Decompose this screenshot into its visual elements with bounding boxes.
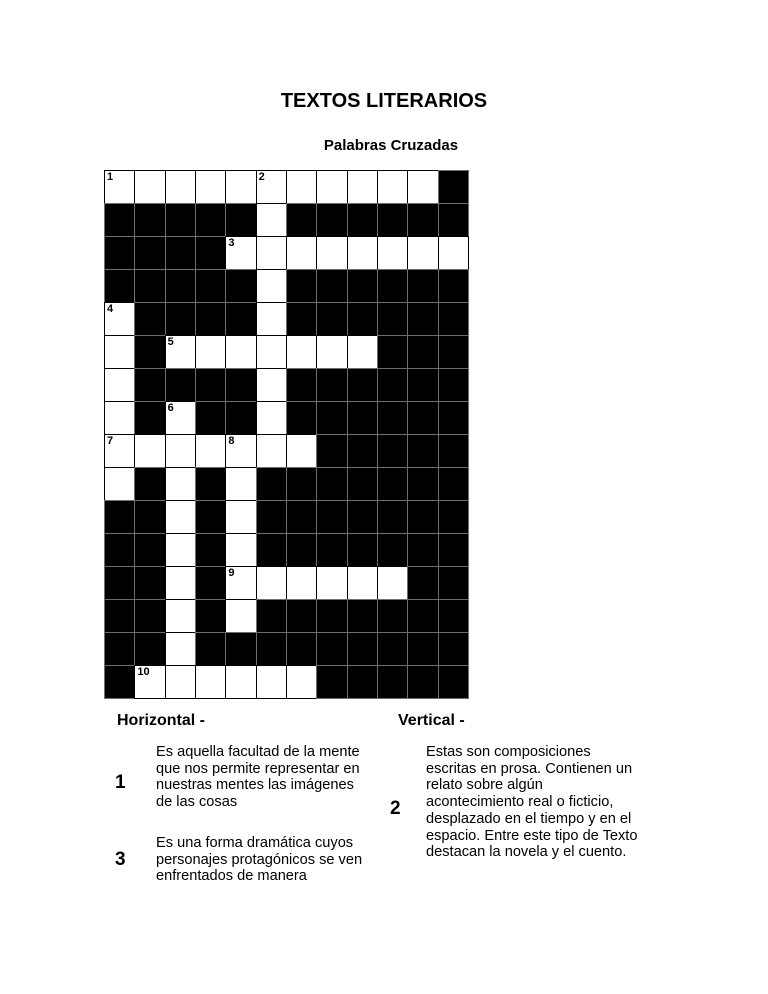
blocked-cell xyxy=(316,203,347,237)
answer-cell[interactable] xyxy=(165,566,196,600)
blocked-cell xyxy=(134,401,165,435)
answer-cell[interactable] xyxy=(104,368,135,402)
blocked-cell xyxy=(407,500,438,534)
blocked-cell xyxy=(104,599,135,633)
answer-cell[interactable] xyxy=(165,533,196,567)
clue-line: de las cosas xyxy=(156,794,238,811)
blocked-cell xyxy=(438,269,469,303)
answer-cell[interactable] xyxy=(195,665,226,699)
blocked-cell xyxy=(407,665,438,699)
blocked-cell xyxy=(438,467,469,501)
clue-line: personajes protagónicos se ven xyxy=(156,851,363,868)
blocked-cell xyxy=(347,203,378,237)
blocked-cell xyxy=(407,368,438,402)
blocked-cell xyxy=(316,632,347,666)
blocked-cell xyxy=(195,368,226,402)
blocked-cell xyxy=(316,269,347,303)
blocked-cell xyxy=(134,203,165,237)
blocked-cell xyxy=(286,632,317,666)
blocked-cell xyxy=(134,302,165,336)
answer-cell[interactable] xyxy=(134,434,165,468)
blocked-cell xyxy=(438,302,469,336)
answer-cell[interactable] xyxy=(377,566,408,600)
blocked-cell xyxy=(256,599,287,633)
answer-cell[interactable] xyxy=(165,599,196,633)
clue-start-number: 8 xyxy=(228,435,235,447)
answer-cell[interactable] xyxy=(316,566,347,600)
blocked-cell xyxy=(316,401,347,435)
blocked-cell xyxy=(104,566,135,600)
blocked-cell xyxy=(316,500,347,534)
blocked-cell xyxy=(165,203,196,237)
blocked-cell xyxy=(316,302,347,336)
answer-cell[interactable] xyxy=(165,665,196,699)
blocked-cell xyxy=(225,203,256,237)
blocked-cell xyxy=(286,302,317,336)
answer-cell[interactable] xyxy=(347,566,378,600)
blocked-cell xyxy=(377,599,408,633)
blocked-cell xyxy=(407,434,438,468)
clue-start-number: 3 xyxy=(228,237,235,249)
blocked-cell xyxy=(225,368,256,402)
clue-text-v2 xyxy=(426,744,637,861)
answer-cell[interactable] xyxy=(104,335,135,369)
blocked-cell xyxy=(377,269,408,303)
answer-cell[interactable] xyxy=(286,335,317,369)
blocked-cell xyxy=(225,632,256,666)
answer-cell[interactable] xyxy=(225,467,256,501)
answer-cell[interactable] xyxy=(225,335,256,369)
blocked-cell xyxy=(377,632,408,666)
answer-cell[interactable] xyxy=(225,170,256,204)
answer-cell[interactable] xyxy=(225,533,256,567)
answer-cell[interactable] xyxy=(407,236,438,270)
answer-cell[interactable] xyxy=(104,401,135,435)
blocked-cell xyxy=(407,599,438,633)
answer-cell[interactable] xyxy=(195,170,226,204)
answer-cell[interactable] xyxy=(286,170,317,204)
blocked-cell xyxy=(438,203,469,237)
blocked-cell xyxy=(195,632,226,666)
blocked-cell xyxy=(256,500,287,534)
answer-cell[interactable] xyxy=(225,566,256,600)
blocked-cell xyxy=(286,500,317,534)
answer-cell[interactable] xyxy=(256,170,287,204)
answer-cell[interactable] xyxy=(316,236,347,270)
blocked-cell xyxy=(104,665,135,699)
blocked-cell xyxy=(134,236,165,270)
blocked-cell xyxy=(165,368,196,402)
answer-cell[interactable] xyxy=(165,170,196,204)
blocked-cell xyxy=(438,632,469,666)
clue-start-number: 1 xyxy=(107,171,114,183)
blocked-cell xyxy=(104,203,135,237)
blocked-cell xyxy=(377,500,408,534)
clue-start-number: 7 xyxy=(107,435,114,447)
blocked-cell xyxy=(347,467,378,501)
blocked-cell xyxy=(407,269,438,303)
blocked-cell xyxy=(407,632,438,666)
blocked-cell xyxy=(134,269,165,303)
blocked-cell xyxy=(134,335,165,369)
blocked-cell xyxy=(165,236,196,270)
blocked-cell xyxy=(256,467,287,501)
blocked-cell xyxy=(104,500,135,534)
blocked-cell xyxy=(347,434,378,468)
clue-line: desplazado en el tiempo y en el xyxy=(426,810,632,827)
answer-cell[interactable] xyxy=(104,170,135,204)
vertical-heading: Vertical - xyxy=(398,712,465,729)
clue-number: 1 xyxy=(115,772,126,793)
answer-cell[interactable] xyxy=(438,236,469,270)
blocked-cell xyxy=(256,632,287,666)
blocked-cell xyxy=(286,269,317,303)
blocked-cell xyxy=(286,533,317,567)
clue-text-h1 xyxy=(156,744,360,811)
clue-number: 3 xyxy=(115,849,126,870)
answer-cell[interactable] xyxy=(225,599,256,633)
answer-cell[interactable] xyxy=(104,467,135,501)
blocked-cell xyxy=(377,335,408,369)
blocked-cell xyxy=(347,533,378,567)
blocked-cell xyxy=(377,203,408,237)
answer-cell[interactable] xyxy=(377,236,408,270)
clue-line: espacio. Entre este tipo de Texto xyxy=(426,827,638,844)
blocked-cell xyxy=(377,665,408,699)
blocked-cell xyxy=(438,665,469,699)
blocked-cell xyxy=(195,401,226,435)
blocked-cell xyxy=(195,500,226,534)
blocked-cell xyxy=(286,401,317,435)
blocked-cell xyxy=(347,599,378,633)
answer-cell[interactable] xyxy=(165,632,196,666)
answer-cell[interactable] xyxy=(256,302,287,336)
blocked-cell xyxy=(104,533,135,567)
blocked-cell xyxy=(347,302,378,336)
answer-cell[interactable] xyxy=(256,566,287,600)
blocked-cell xyxy=(316,467,347,501)
clue-line: nuestras mentes las imágenes xyxy=(156,777,354,794)
blocked-cell xyxy=(438,170,469,204)
blocked-cell xyxy=(195,566,226,600)
blocked-cell xyxy=(438,599,469,633)
page-subtitle: Palabras Cruzadas xyxy=(323,137,459,154)
blocked-cell xyxy=(377,302,408,336)
blocked-cell xyxy=(438,401,469,435)
blocked-cell xyxy=(225,269,256,303)
blocked-cell xyxy=(134,368,165,402)
clue-start-number: 6 xyxy=(167,402,174,414)
blocked-cell xyxy=(225,302,256,336)
answer-cell[interactable] xyxy=(195,335,226,369)
blocked-cell xyxy=(347,632,378,666)
blocked-cell xyxy=(438,434,469,468)
blocked-cell xyxy=(134,566,165,600)
blocked-cell xyxy=(407,467,438,501)
blocked-cell xyxy=(286,368,317,402)
blocked-cell xyxy=(407,533,438,567)
answer-cell[interactable] xyxy=(165,401,196,435)
clue-start-number: 10 xyxy=(137,666,150,678)
answer-cell[interactable] xyxy=(316,170,347,204)
crossword-grid xyxy=(104,170,468,698)
blocked-cell xyxy=(438,368,469,402)
blocked-cell xyxy=(316,665,347,699)
answer-cell[interactable] xyxy=(134,170,165,204)
blocked-cell xyxy=(195,533,226,567)
blocked-cell xyxy=(134,533,165,567)
answer-cell[interactable] xyxy=(256,236,287,270)
blocked-cell xyxy=(316,533,347,567)
answer-cell[interactable] xyxy=(316,335,347,369)
blocked-cell xyxy=(165,269,196,303)
answer-cell[interactable] xyxy=(165,335,196,369)
blocked-cell xyxy=(316,368,347,402)
answer-cell[interactable] xyxy=(134,665,165,699)
blocked-cell xyxy=(438,500,469,534)
horizontal-heading: Horizontal - xyxy=(117,712,205,729)
blocked-cell xyxy=(134,467,165,501)
blocked-cell xyxy=(347,500,378,534)
blocked-cell xyxy=(407,401,438,435)
page-title: TEXTOS LITERARIOS xyxy=(280,90,488,112)
blocked-cell xyxy=(438,533,469,567)
blocked-cell xyxy=(104,269,135,303)
blocked-cell xyxy=(407,302,438,336)
answer-cell[interactable] xyxy=(256,401,287,435)
answer-cell[interactable] xyxy=(195,434,226,468)
clue-number: 2 xyxy=(390,798,401,819)
blocked-cell xyxy=(195,302,226,336)
answer-cell[interactable] xyxy=(165,434,196,468)
blocked-cell xyxy=(195,467,226,501)
answer-cell[interactable] xyxy=(256,203,287,237)
answer-cell[interactable] xyxy=(225,500,256,534)
clue-start-number: 4 xyxy=(107,303,114,315)
answer-cell[interactable] xyxy=(256,434,287,468)
blocked-cell xyxy=(438,335,469,369)
answer-cell[interactable] xyxy=(347,170,378,204)
clue-line: que nos permite representar en xyxy=(156,760,360,777)
answer-cell[interactable] xyxy=(225,665,256,699)
blocked-cell xyxy=(134,500,165,534)
blocked-cell xyxy=(104,632,135,666)
answer-cell[interactable] xyxy=(256,335,287,369)
blocked-cell xyxy=(195,599,226,633)
blocked-cell xyxy=(438,566,469,600)
answer-cell[interactable] xyxy=(286,566,317,600)
blocked-cell xyxy=(316,599,347,633)
answer-cell[interactable] xyxy=(104,434,135,468)
clue-line: destacan la novela y el cuento. xyxy=(426,844,627,861)
blocked-cell xyxy=(407,566,438,600)
blocked-cell xyxy=(347,401,378,435)
answer-cell[interactable] xyxy=(407,170,438,204)
answer-cell[interactable] xyxy=(286,665,317,699)
blocked-cell xyxy=(165,302,196,336)
answer-cell[interactable] xyxy=(377,170,408,204)
blocked-cell xyxy=(286,203,317,237)
clue-text-h3 xyxy=(156,835,362,885)
blocked-cell xyxy=(104,236,135,270)
blocked-cell xyxy=(347,665,378,699)
answer-cell[interactable] xyxy=(225,236,256,270)
clue-line: relato sobre algún xyxy=(426,777,543,794)
clue-start-number: 2 xyxy=(258,171,265,183)
blocked-cell xyxy=(377,401,408,435)
blocked-cell xyxy=(377,434,408,468)
answer-cell[interactable] xyxy=(225,434,256,468)
answer-cell[interactable] xyxy=(286,434,317,468)
blocked-cell xyxy=(286,467,317,501)
clue-line: Es una forma dramática cuyos xyxy=(156,835,354,851)
clue-line: Es aquella facultad de la mente xyxy=(156,744,360,760)
answer-cell[interactable] xyxy=(286,236,317,270)
answer-cell[interactable] xyxy=(104,302,135,336)
blocked-cell xyxy=(316,434,347,468)
answer-cell[interactable] xyxy=(165,467,196,501)
blocked-cell xyxy=(286,599,317,633)
clue-line: Estas son composiciones xyxy=(426,744,591,760)
blocked-cell xyxy=(377,368,408,402)
clue-start-number: 5 xyxy=(167,336,174,348)
blocked-cell xyxy=(377,533,408,567)
blocked-cell xyxy=(377,467,408,501)
answer-cell[interactable] xyxy=(256,665,287,699)
blocked-cell xyxy=(134,599,165,633)
blocked-cell xyxy=(347,269,378,303)
blocked-cell xyxy=(195,203,226,237)
blocked-cell xyxy=(225,401,256,435)
blocked-cell xyxy=(195,236,226,270)
answer-cell[interactable] xyxy=(347,236,378,270)
blocked-cell xyxy=(407,203,438,237)
answer-cell[interactable] xyxy=(256,269,287,303)
blocked-cell xyxy=(195,269,226,303)
clue-line: enfrentados de manera xyxy=(156,868,307,885)
clue-line: escritas en prosa. Contienen un xyxy=(426,760,633,777)
answer-cell[interactable] xyxy=(165,500,196,534)
answer-cell[interactable] xyxy=(256,368,287,402)
clue-start-number: 9 xyxy=(228,567,235,579)
blocked-cell xyxy=(256,533,287,567)
blocked-cell xyxy=(407,335,438,369)
answer-cell[interactable] xyxy=(347,335,378,369)
clue-line: acontecimiento real o ficticio, xyxy=(426,794,614,811)
blocked-cell xyxy=(134,632,165,666)
blocked-cell xyxy=(347,368,378,402)
